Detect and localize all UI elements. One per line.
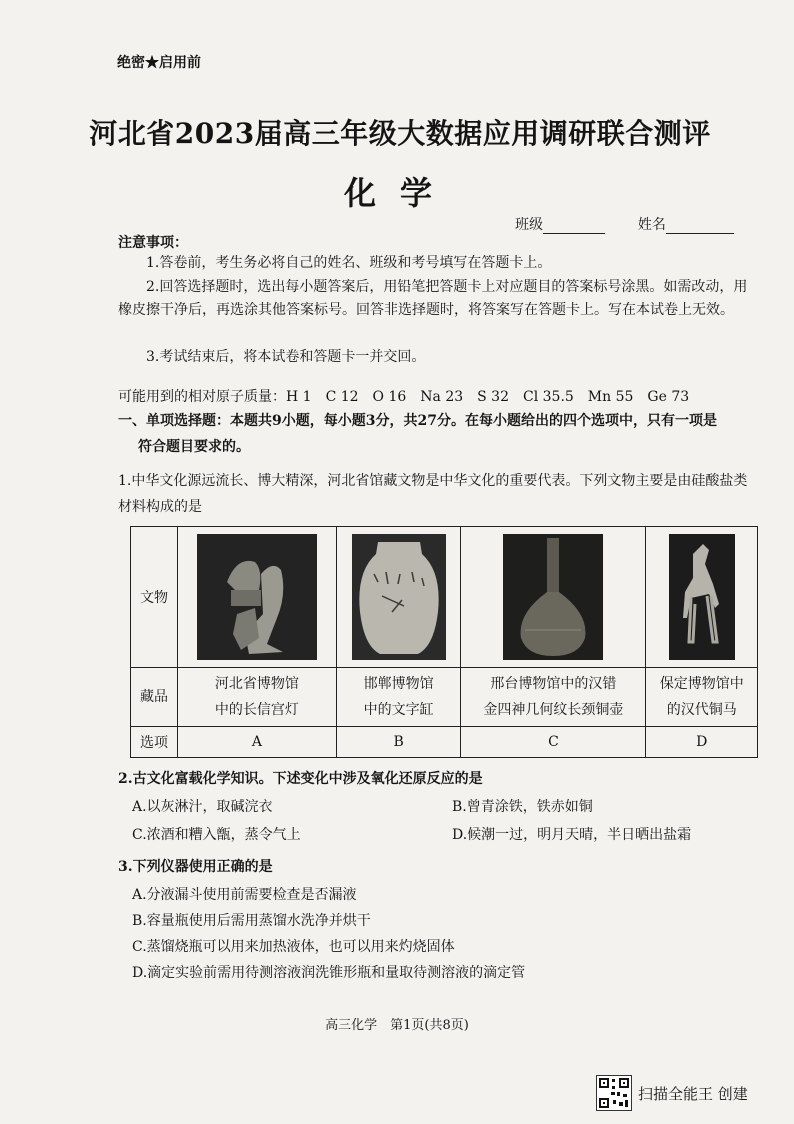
relic-photo-d <box>646 527 758 668</box>
atomic-masses: 可能用到的相对原子质量：H 1 C 12 O 16 Na 23 S 32 Cl 35.5 Mn 55 Ge 73 <box>118 389 690 405</box>
name-label: 姓名 <box>637 217 666 233</box>
table-row <box>131 727 758 758</box>
notice-item-1: 1.答卷前，考生务必将自己的姓名、班级和考号填写在答题卡上。 <box>146 255 552 271</box>
question-3-stem: 3.下列仪器使用正确的是 <box>118 859 273 875</box>
relic-desc-d <box>646 668 758 727</box>
class-name-row <box>515 214 734 234</box>
q2-option-d: D.候潮一过，明月天晴，半日晒出盐霜 <box>452 827 692 843</box>
row-label: 藏品 <box>131 668 178 727</box>
bronze-horse-image <box>669 534 735 660</box>
section-heading-cont: 符合题目要求的。 <box>138 439 250 455</box>
q3-option-a: A.分液漏斗使用前需要检查是否漏液 <box>132 887 357 903</box>
notice-item-2: 2.回答选择题时，选出每小题答案后，用铅笔把答题卡上对应题目的答案标号涂黑。如需改动，用橡皮擦干净后，再选涂其他答案标号。回答非选择题时，将答案写在答题卡上。写在本试卷上无效。 <box>118 279 748 318</box>
relic-desc-c <box>461 668 646 727</box>
q2-option-b: B.曾青涂铁，铁赤如铜 <box>452 799 593 815</box>
class-blank <box>543 219 605 234</box>
q3-option-d: D.滴定实验前需用待测溶液润洗锥形瓶和量取待测溶液的滴定管 <box>132 965 526 981</box>
relic-desc-b <box>336 668 461 727</box>
table-row <box>131 668 758 727</box>
relic-photo-a <box>178 527 337 668</box>
q2-option-c: C.浓酒和糟入甑，蒸令气上 <box>132 827 301 843</box>
relic-desc-line: 中的文字缸 <box>363 702 434 718</box>
notice-heading: 注意事项： <box>118 235 188 251</box>
relic-desc-line: 邢台博物馆中的汉错 <box>490 676 617 692</box>
relic-desc-line: 的汉代铜马 <box>666 702 737 718</box>
page-footer: 高三化学 第1页(共8页) <box>325 1018 469 1033</box>
relic-desc-line: 金四神几何纹长颈铜壶 <box>483 702 624 718</box>
q3-option-c: C.蒸馏烧瓶可以用来加热液体，也可以用来灼烧固体 <box>132 939 455 955</box>
relic-photo-b <box>336 527 461 668</box>
notice-item-3: 3.考试结束后，将本试卷和答题卡一并交回。 <box>146 349 426 365</box>
section-heading: 一、单项选择题：本题共9小题，每小题3分，共27分。在每小题给出的四个选项中，只有一项是 <box>118 413 717 429</box>
relic-photo-c <box>461 527 646 668</box>
relic-desc-line: 保定博物馆中 <box>659 676 744 692</box>
table-row <box>131 527 758 668</box>
bronze-pot-image <box>503 534 603 660</box>
option-c: C <box>461 727 646 758</box>
option-a: A <box>178 727 337 758</box>
qr-code-icon <box>596 1075 632 1111</box>
jar-image <box>352 534 446 660</box>
lamp-image <box>197 534 317 660</box>
relics-table <box>130 526 758 758</box>
relic-desc-a <box>178 668 337 727</box>
question-2-stem: 2.古文化富载化学知识。下述变化中涉及氧化还原反应的是 <box>118 771 483 787</box>
option-d: D <box>646 727 758 758</box>
class-label: 班级 <box>515 217 543 233</box>
option-b: B <box>336 727 461 758</box>
confidential-mark: 绝密★启用前 <box>117 55 201 71</box>
q3-option-b: B.容量瓶使用后需用蒸馏水洗净并烘干 <box>132 913 371 929</box>
q2-option-a: A.以灰淋汁，取碱浣衣 <box>132 799 273 815</box>
name-blank <box>666 219 734 234</box>
row-label: 选项 <box>131 727 178 758</box>
question-1-stem: 1.中华文化源远流长、博大精深，河北省馆藏文物是中华文化的重要代表。下列文物主要是由硅酸盐类材料构成的是 <box>118 473 748 515</box>
relic-desc-line: 邯郸博物馆 <box>363 676 434 692</box>
row-label: 文物 <box>131 527 178 668</box>
relic-desc-line: 中的长信宫灯 <box>214 702 299 718</box>
relic-desc-line: 河北省博物馆 <box>214 676 299 692</box>
exam-title: 河北省2023届高三年级大数据应用调研联合测评 <box>89 117 711 150</box>
scanner-watermark: 扫描全能王 创建 <box>638 1085 748 1103</box>
subject-title: 化学 <box>343 174 456 212</box>
